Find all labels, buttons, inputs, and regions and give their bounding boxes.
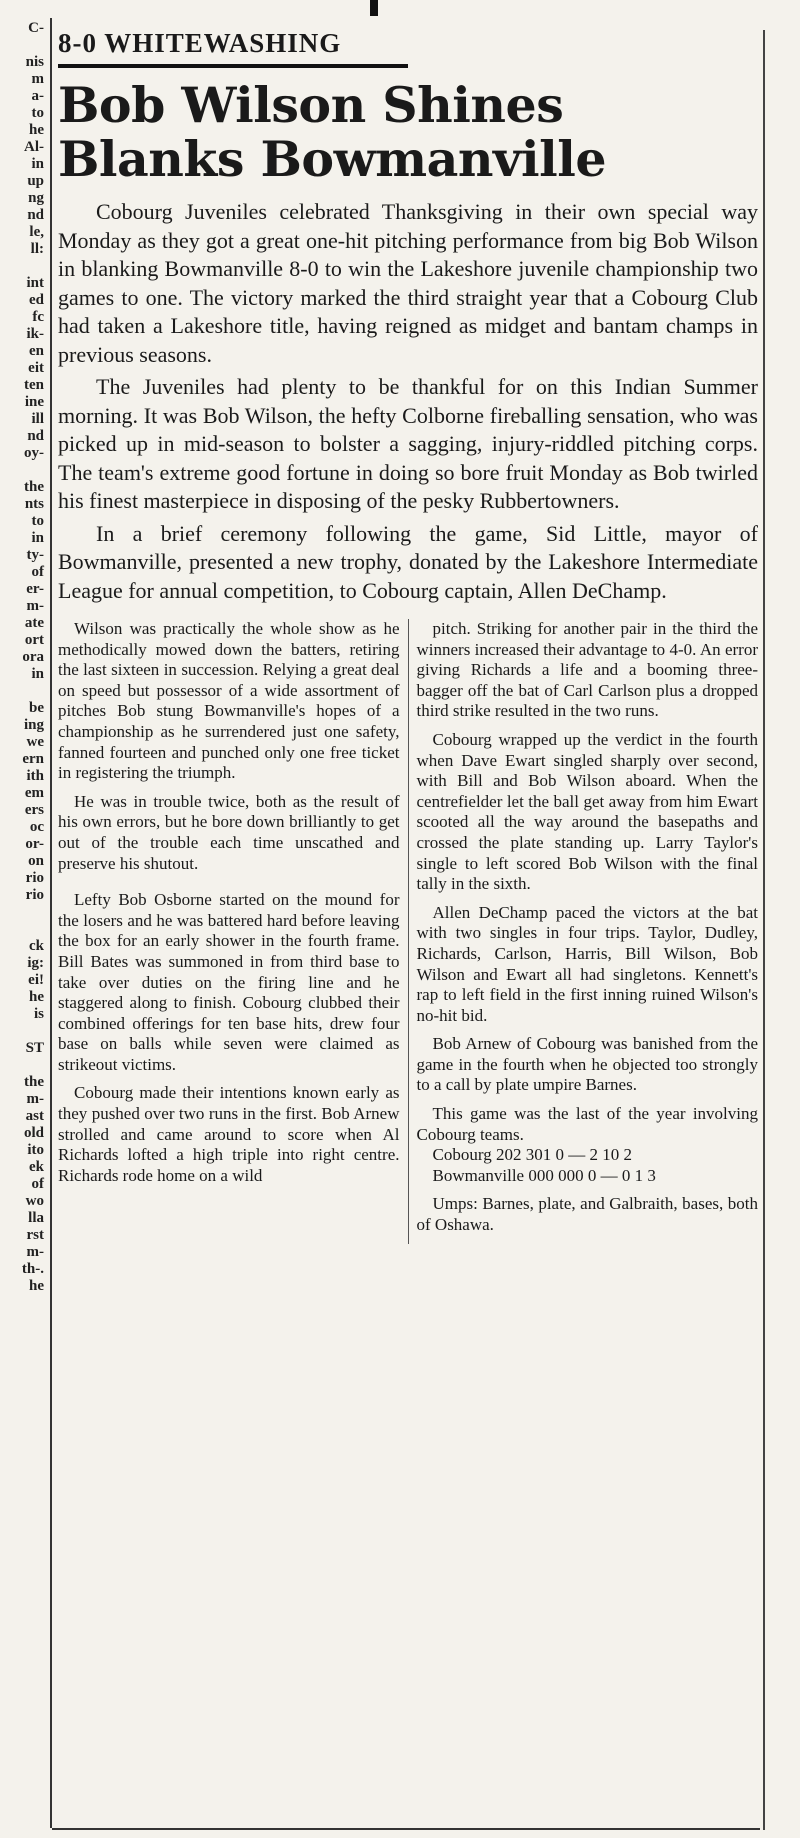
article — [58, 22, 758, 1244]
column-fragment: Al- — [24, 139, 44, 155]
column-fragment: int — [26, 275, 44, 291]
column-fragment: up — [27, 173, 44, 189]
column-fragment — [0, 462, 48, 479]
column-fragment: ed — [29, 292, 44, 308]
headline-line-1: Bob Wilson Shines — [58, 76, 564, 134]
column-fragment: rst — [26, 1227, 44, 1243]
column-fragment: in — [31, 666, 44, 682]
column-fragment: ine — [24, 394, 44, 410]
column-fragment: wo — [25, 1193, 44, 1209]
column-fragment: of — [31, 564, 44, 580]
body-paragraph: Allen DeChamp paced the victors at the bat with two singles in four trips. Taylor, Dudley, Richards, Carlson, Harris, Bill Wilson, Bob Wilson and Ewart all had singletons. Kennett's rap to left field in the first inning ruined Wilson's no-hit bid. — [416, 902, 758, 1025]
score-line-cobourg: Cobourg 202 301 0 — 2 10 2 — [432, 1145, 632, 1165]
column-fragment: rio — [25, 870, 44, 886]
body-paragraph: Wilson was practically the whole show as he methodically mowed down the batters, retiring the last sixteen in succession. Relying a great deal on speed but possessor of a wide assortment of pitches Bob stung Bowmanville's hopes of a championship as he surrendered just one safety, fanned fourteen and punched only one free ticket in registering the triumph. — [58, 619, 400, 783]
lead-paragraph: The Juveniles had plenty to be thankful for on this Indian Summer morning. It was Bob Wilson, the hefty Colborne fireballing sensation, who was picked up in mid-season to bolster a sagging, injury-riddled pitching corps. The team's extreme good fortune in doing so bore fruit Monday as Bob twirled his finest masterpiece in disposing of the pesky Rubbertowners. — [58, 374, 758, 513]
column-fragment: nd — [27, 207, 44, 223]
print-mark — [370, 0, 378, 16]
column-fragment: ill — [31, 411, 44, 427]
column-fragment — [0, 1057, 48, 1074]
column-fragment: in — [31, 530, 44, 546]
column-fragment: ei! — [28, 972, 44, 988]
body-paragraph: Cobourg made their intentions known early as they pushed over two runs in the first. Bob Arnew strolled and came around to score when Al Richards lofted a high triple into right centre. Richards rode home on a wild — [58, 1083, 400, 1185]
column-fragment: the — [24, 1074, 44, 1090]
column-fragment: ng — [28, 190, 44, 206]
column-fragment: he — [29, 1278, 44, 1294]
body-column-right — [415, 619, 759, 1244]
column-fragment — [0, 683, 48, 700]
line-score — [417, 1104, 759, 1186]
body-paragraph: Lefty Bob Osborne started on the mound for the losers and he was battered hard before leaving the box for an early shower in the fourth frame. Bill Bates was summoned in from third base to take over duties on the firing line and he staggered along to finish. Cobourg clubbed their combined offerings for ten base hits, drew four base on balls while seven were claimed as strikeout victims. — [58, 890, 400, 1074]
column-fragment: m- — [26, 598, 44, 614]
column-fragment: ST — [25, 1040, 44, 1056]
column-fragment: m- — [26, 1091, 44, 1107]
column-fragment: the — [24, 479, 44, 495]
column-fragment: he — [29, 989, 44, 1005]
column-fragment: be — [29, 700, 44, 716]
column-fragment: oc — [29, 819, 44, 835]
column-fragment: on — [28, 853, 44, 869]
column-fragment: ek — [29, 1159, 44, 1175]
column-fragment: m- — [26, 1244, 44, 1260]
column-fragment: he — [29, 122, 44, 138]
column-fragment: nis — [25, 54, 44, 70]
score-line-bowmanville: Bowmanville 000 000 0 — 0 1 3 — [432, 1165, 656, 1185]
column-fragment: nd — [27, 428, 44, 444]
body-column-left — [58, 619, 402, 1244]
column-fragment: ith — [26, 768, 44, 784]
column-fragment: we — [26, 734, 44, 750]
column-fragment: is — [33, 1006, 44, 1022]
headline — [58, 78, 758, 186]
column-fragment: ast — [25, 1108, 44, 1124]
body-paragraph: Cobourg wrapped up the verdict in the fourth when Dave Ewart singled sharply over second, with Bill and Bob Wilson aboard. When the centrefielder let the ball get away from him Ewart scooted all the way around the basepaths and crossed the plate standing up. Larry Taylor's single to left scored Bob Wilson with the final tally in the sixth. — [416, 729, 758, 894]
column-fragment: ate — [24, 615, 44, 631]
umpires-note: Umps: Barnes, plate, and Galbraith, bases, both of Oshawa. — [416, 1194, 758, 1235]
lead-paragraph: Cobourg Juveniles celebrated Thanksgiving in their own special way Monday as they got a great one-hit pitching performance from big Bob Wilson in blanking Bowmanville 8-0 to win the Lakeshore juvenile championship two games to one. The victory marked the third straight year that a Cobourg Club had taken a Lakeshore title, having reigned as midget and bantam champs in previous seasons. — [58, 199, 758, 367]
headline-line-2: Blanks Bowmanville — [58, 130, 606, 188]
column-fragment: in — [31, 156, 44, 172]
bottom-rule — [52, 1828, 760, 1830]
column-fragment: ll: — [30, 241, 44, 257]
column-fragment: em — [24, 785, 44, 801]
column-fragment: eit — [28, 360, 44, 376]
column-fragment — [0, 921, 48, 938]
column-rule — [408, 619, 409, 1244]
column-fragment: ora — [22, 649, 44, 665]
lead-paragraphs — [58, 198, 758, 605]
column-fragment: ers — [24, 802, 44, 818]
column-fragment — [0, 1023, 48, 1040]
column-fragment: ck — [29, 938, 44, 954]
column-fragment: le, — [29, 224, 44, 240]
kicker: 8-0 WHITEWASHING — [58, 28, 342, 58]
column-fragment — [0, 904, 48, 921]
lead-paragraph: In a brief ceremony following the game, Sid Little, mayor of Bowmanville, presented a new trophy, donated by the Lakeshore Intermediate League for annual competition, to Cobourg captain, Allen DeChamp. — [58, 520, 758, 603]
body-paragraph: Bob Arnew of Cobourg was banished from the game in the fourth when he objected too strongly to a call by plate umpire Barnes. — [416, 1034, 758, 1095]
column-fragment: ten — [24, 377, 44, 393]
column-fragment: nts — [24, 496, 44, 512]
body-columns — [58, 619, 758, 1244]
column-fragment: m — [31, 71, 44, 87]
column-fragment: to — [31, 105, 44, 121]
closing-note: This game was the last of the year involving Cobourg teams. — [416, 1104, 758, 1144]
body-paragraph: He was in trouble twice, both as the result of his own errors, but he bore down brilliantly to get out of the trouble each time unscathed and preserve his shutout. — [58, 791, 400, 873]
column-fragment: rio — [25, 887, 44, 903]
column-divider-left — [50, 18, 52, 1828]
kicker-rule — [58, 64, 408, 68]
column-fragment: to — [31, 513, 44, 529]
column-fragment: oy- — [24, 445, 44, 461]
column-fragment: er- — [26, 581, 44, 597]
column-fragment: old — [23, 1125, 44, 1141]
column-fragment: ik- — [26, 326, 44, 342]
column-fragment: or- — [25, 836, 44, 852]
column-fragment: lla — [28, 1210, 44, 1226]
adjacent-column-right — [766, 60, 800, 1830]
column-fragment: a- — [31, 88, 44, 104]
column-fragment — [0, 37, 48, 54]
column-fragment: ort — [24, 632, 44, 648]
column-fragment: en — [29, 343, 44, 359]
column-fragment: fc — [32, 309, 44, 325]
column-fragment: of — [31, 1176, 44, 1192]
column-fragment: C- — [28, 20, 44, 36]
column-divider-right — [763, 30, 765, 1830]
column-fragment: ty- — [26, 547, 44, 563]
column-fragment: ing — [23, 717, 44, 733]
column-fragment: ito — [27, 1142, 44, 1158]
column-fragment: ern — [22, 751, 44, 767]
column-fragment: ig: — [27, 955, 44, 971]
column-fragment: th-. — [21, 1261, 44, 1277]
column-fragment — [0, 258, 48, 275]
adjacent-column-left — [0, 20, 48, 1830]
body-paragraph: pitch. Striking for another pair in the third the winners increased their advantage to 4-0. An error giving Richards a life and a booming three-bagger off the bat of Carl Carlson plus a dropped third strike resulted in the two runs. — [416, 619, 758, 721]
